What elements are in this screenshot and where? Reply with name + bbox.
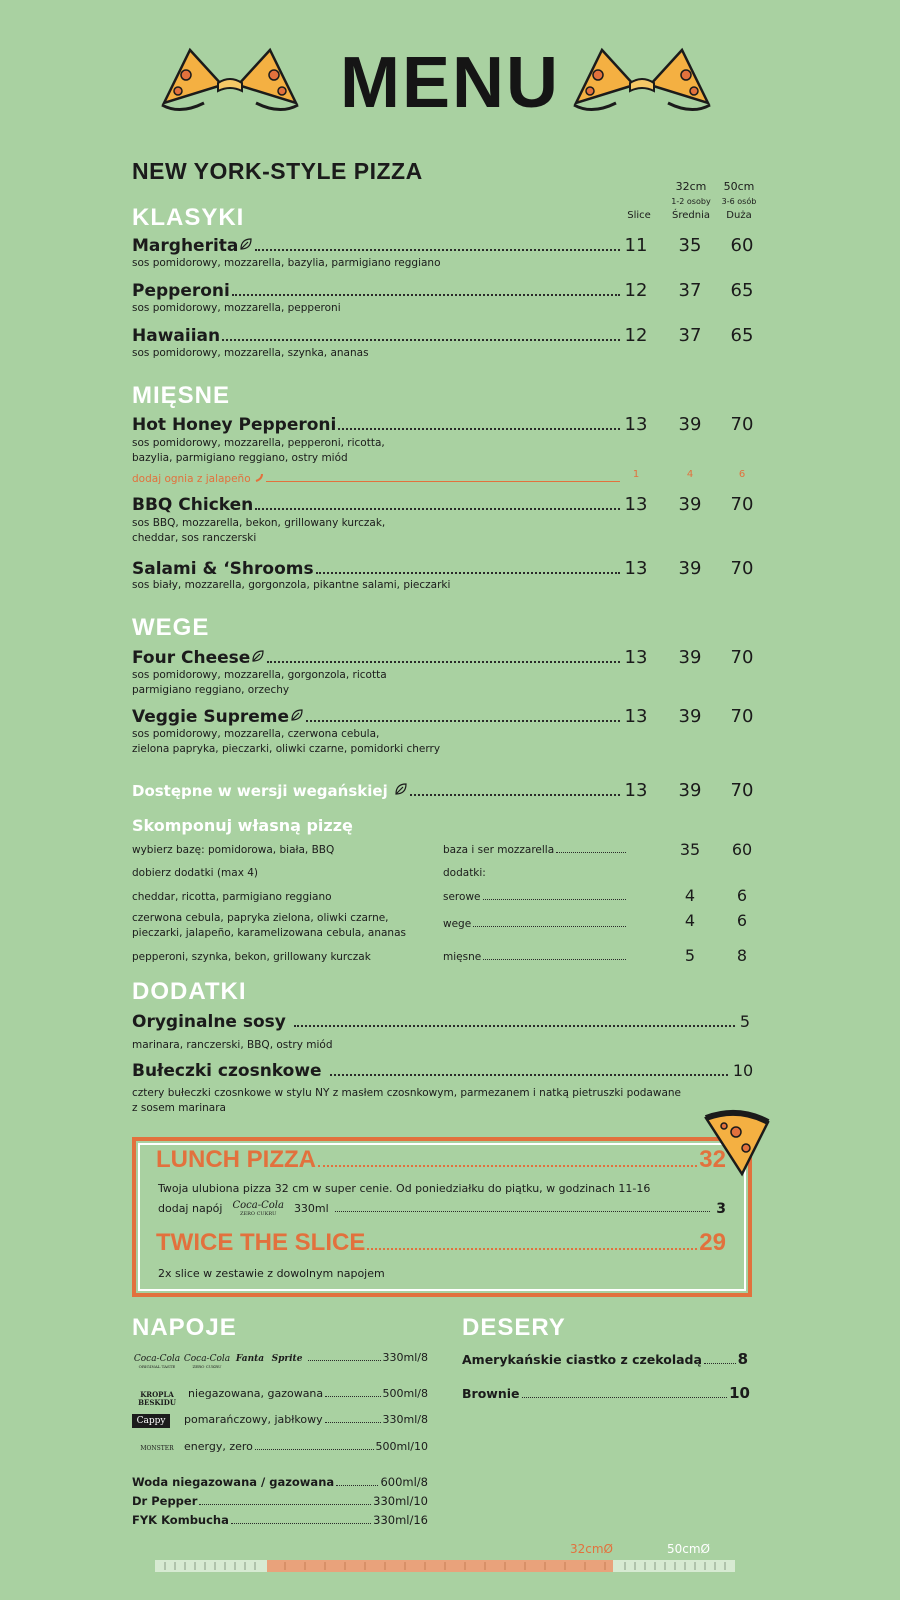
price-medium: 39: [678, 494, 702, 515]
drink-size: 330ml/8: [382, 1413, 428, 1426]
custom-topping-group: czerwona cebula, papryka zielona, oliwki czarne,: [132, 912, 389, 924]
col-medium-people: 1-2 osoby: [671, 197, 711, 206]
dot-leader: [325, 1422, 381, 1423]
section-title-pizza: NEW YORK-STYLE PIZZA: [132, 158, 423, 184]
item-name: BBQ Chicken: [132, 495, 254, 515]
drink-row: [132, 1387, 428, 1407]
dot-leader: [255, 249, 620, 251]
price-slice: 13: [624, 647, 648, 668]
vegan-label: Dostępne w wersji wegańskiej: [132, 782, 388, 800]
price-medium: 39: [678, 414, 702, 435]
item-desc: sos BBQ, mozzarella, bekon, grillowany kurczak,: [132, 517, 386, 529]
twice-title: TWICE THE SLICE: [156, 1229, 366, 1256]
coca-cola-zero-logo: Coca-Cola ZERO CUKRU: [232, 1200, 284, 1217]
price-large: 6: [736, 911, 748, 930]
price-medium: 4: [684, 911, 696, 930]
price-medium: 4: [684, 886, 696, 905]
dot-leader: [483, 959, 626, 960]
dot-leader: [330, 1074, 728, 1076]
drink-label: dodaj napój: [158, 1202, 223, 1215]
ruler-mark-32: 32cmØ: [570, 1542, 614, 1556]
dot-leader: [473, 926, 626, 927]
item-desc: sos pomidorowy, mozzarella, gorgonzola, ricotta: [132, 669, 387, 681]
addon-line: [443, 951, 628, 963]
dot-leader: [318, 1165, 697, 1167]
dot-leader: [336, 1485, 378, 1486]
item-desc: cztery bułeczki czosnkowe w stylu NY z masłem czosnkowym, parmezanem i natką pietruszki podawane: [132, 1087, 681, 1099]
addon-line: [443, 891, 628, 903]
price-large: 6: [736, 886, 748, 905]
dot-leader: [199, 1504, 371, 1505]
price-slice: 13: [624, 414, 648, 435]
menu-item: [132, 707, 622, 727]
dessert-price: 8: [737, 1350, 748, 1368]
dot-leader: [222, 339, 620, 341]
col-slice: Slice: [627, 210, 651, 221]
twice-desc: 2x slice w zestawie z dowolnym napojem: [158, 1267, 385, 1280]
menu-title: MENU: [340, 43, 560, 123]
custom-topping-group: pieczarki, jalapeño, karamelizowana cebula, ananas: [132, 927, 406, 939]
price-medium: 39: [678, 780, 702, 801]
drink-label: Dr Pepper: [132, 1494, 198, 1508]
vegetarian-leaf-icon: [251, 648, 265, 662]
dot-leader: [335, 1211, 711, 1212]
item-desc: bazylia, parmigiano reggiano, ostry miód: [132, 452, 348, 464]
drink-label: niegazowana, gazowana: [188, 1387, 324, 1400]
vegan-option: [132, 781, 622, 800]
base-label: baza i ser mozzarella: [443, 844, 555, 856]
price-large: 70: [730, 647, 754, 668]
price-medium: 35: [679, 840, 701, 859]
sprite-logo: Sprite: [271, 1354, 303, 1364]
item-desc: cheddar, sos ranczerski: [132, 532, 257, 544]
dot-leader: [556, 852, 626, 853]
col-medium-size: 32cm: [675, 180, 707, 193]
item-name: Hot Honey Pepperoni: [132, 415, 337, 435]
price-slice: 13: [624, 558, 648, 579]
dot-leader: [308, 1360, 381, 1361]
dot-leader: [316, 572, 620, 574]
drink-label: FYK Kombucha: [132, 1513, 229, 1527]
coca-cola-zero-logo: Coca-Cola ZERO CUKRU: [183, 1354, 231, 1369]
item-name: Pepperoni: [132, 281, 230, 301]
price-medium: 39: [678, 706, 702, 727]
pizza-stretch-icon: [572, 45, 712, 120]
dessert-price: 10: [729, 1384, 750, 1402]
dessert-row: [462, 1350, 748, 1368]
price-slice: 11: [624, 235, 648, 256]
drink-size: 330ml/10: [373, 1494, 428, 1508]
vegan-leaf-icon: [394, 781, 408, 795]
drink-size: 330ml/16: [373, 1513, 428, 1527]
price-large: 70: [730, 558, 754, 579]
price-large: 60: [731, 840, 753, 859]
item-desc: z sosem marinara: [132, 1102, 226, 1114]
dot-leader: [410, 794, 620, 796]
price-medium: 35: [678, 235, 702, 256]
lunch-title: LUNCH PIZZA: [156, 1146, 316, 1173]
monster-logo: MONSTER: [140, 1445, 174, 1452]
dot-leader: [325, 1396, 380, 1397]
drink-size: 330ml: [293, 1202, 329, 1215]
dot-leader: [338, 428, 620, 430]
item-name: Salami & ‘Shrooms: [132, 559, 314, 579]
custom-step: wybierz bazę: pomidorowa, biała, BBQ: [132, 844, 335, 856]
drink-label: pomarańczowy, jabłkowy: [184, 1413, 323, 1426]
item-desc: zielona papryka, pieczarki, oliwki czarne, pomidorki cherry: [132, 743, 441, 755]
dot-leader: [522, 1397, 728, 1398]
addons-label: dodatki:: [443, 867, 486, 879]
col-large-people: 3-6 osób: [721, 197, 757, 206]
dot-leader: [231, 1523, 371, 1524]
category-miesne: MIĘSNE: [132, 382, 231, 409]
twice-price: 29: [699, 1229, 726, 1256]
price-large: 8: [736, 946, 748, 965]
price-medium: 37: [678, 325, 702, 346]
menu-item: [132, 236, 622, 256]
custom-pizza-title: Skomponuj własną pizzę: [132, 816, 353, 835]
cappy-logo: Cappy: [132, 1414, 170, 1428]
price-large: 65: [730, 325, 754, 346]
price-large: 6: [738, 469, 746, 480]
dot-leader: [483, 899, 627, 900]
price-medium: 39: [678, 647, 702, 668]
drink-size: 500ml/8: [382, 1387, 428, 1400]
price-medium: 4: [686, 469, 694, 480]
item-name: Margherita: [132, 236, 239, 256]
price-slice: 13: [624, 494, 648, 515]
drink-row: [132, 1351, 428, 1369]
drink-row: [132, 1513, 428, 1527]
drink-label: Woda niegazowana / gazowana: [132, 1475, 335, 1489]
category-klasyki: KLASYKI: [132, 204, 245, 231]
price-large: 70: [730, 706, 754, 727]
item-desc: parmigiano reggiano, orzechy: [132, 684, 290, 696]
price-large: 70: [730, 780, 754, 801]
dot-leader: [267, 661, 620, 663]
drink-size: 500ml/10: [375, 1440, 428, 1453]
price-slice: 1: [632, 469, 640, 480]
vegetarian-leaf-icon: [239, 236, 253, 250]
item-name: Bułeczki czosnkowe: [132, 1061, 322, 1081]
item-desc: sos pomidorowy, mozzarella, bazylia, parmigiano reggiano: [132, 257, 441, 269]
menu-item: [132, 1012, 737, 1032]
col-large-name: Duża: [726, 210, 752, 221]
item-desc: sos pomidorowy, mozzarella, czerwona cebula,: [132, 728, 380, 740]
item-desc: marinara, ranczerski, BBQ, ostry miód: [132, 1039, 333, 1051]
ruler-mark-50: 50cmØ: [667, 1542, 711, 1556]
price-slice: 13: [624, 780, 648, 801]
price-large: 60: [730, 235, 754, 256]
custom-topping-group: cheddar, ricotta, parmigiano reggiano: [132, 891, 332, 903]
col-large-size: 50cm: [723, 180, 755, 193]
price-slice: 12: [624, 325, 648, 346]
jalapeno-label: dodaj ognia z jalapeño: [132, 473, 251, 485]
addon-line: [443, 918, 628, 930]
lunch-drink-line: [158, 1200, 726, 1217]
dot-leader: [294, 1025, 735, 1027]
price: 5: [739, 1012, 751, 1031]
lunch-price: 32: [699, 1146, 726, 1173]
category-wege: WEGE: [132, 614, 210, 641]
menu-item: [132, 281, 622, 301]
custom-base-line: [443, 844, 628, 856]
price-slice: 13: [624, 706, 648, 727]
dot-leader: [255, 508, 620, 510]
addon-label: mięsne: [443, 951, 482, 963]
drink-price: 3: [716, 1200, 726, 1217]
dessert-name: Brownie: [462, 1386, 520, 1401]
price-slice: 12: [624, 280, 648, 301]
item-name: Veggie Supreme: [132, 707, 290, 727]
item-desc: sos pomidorowy, mozzarella, szynka, ananas: [132, 347, 369, 359]
dessert-row: [462, 1384, 750, 1402]
drink-row: [132, 1440, 428, 1453]
drink-row: [132, 1494, 428, 1508]
drink-size: 330ml/8: [382, 1351, 428, 1364]
price-medium: 37: [678, 280, 702, 301]
menu-item: [132, 415, 622, 435]
menu-item: [132, 648, 622, 668]
custom-topping-group: pepperoni, szynka, bekon, grillowany kurczak: [132, 951, 371, 963]
category-desery: DESERY: [462, 1314, 566, 1341]
price: 10: [732, 1061, 754, 1080]
dot-leader: [255, 1449, 374, 1450]
col-medium-name: Średnia: [672, 210, 710, 221]
item-name: Oryginalne sosy: [132, 1012, 286, 1032]
addon-label: wege: [443, 918, 472, 930]
item-name: Hawaiian: [132, 326, 221, 346]
vegetarian-leaf-icon: [290, 707, 304, 721]
menu-item: [132, 495, 622, 515]
category-napoje: NAPOJE: [132, 1314, 237, 1341]
dot-leader: [367, 1248, 697, 1250]
dot-leader: [306, 720, 620, 722]
price-large: 65: [730, 280, 754, 301]
price-large: 70: [730, 414, 754, 435]
menu-item: [132, 326, 622, 346]
drink-label: energy, zero: [184, 1440, 253, 1453]
menu-item: [132, 559, 622, 579]
menu-item: [132, 1061, 730, 1081]
drink-row: [132, 1475, 428, 1489]
price-large: 70: [730, 494, 754, 515]
twice-slice-line: [156, 1229, 726, 1257]
item-desc: sos pomidorowy, mozzarella, pepperoni: [132, 302, 341, 314]
addon-label: serowe: [443, 891, 481, 903]
price-medium: 39: [678, 558, 702, 579]
coca-cola-logo: Coca-Cola ORIGINAL TASTE: [133, 1354, 181, 1369]
dot-leader: [266, 481, 620, 482]
item-desc: sos biały, mozzarella, gorgonzola, pikantne salami, pieczarki: [132, 579, 451, 591]
size-ruler: [155, 1556, 735, 1580]
drink-row: [132, 1413, 428, 1428]
chili-icon: [254, 467, 264, 486]
category-dodatki: DODATKI: [132, 978, 247, 1005]
price-medium: 5: [684, 946, 696, 965]
item-desc: sos pomidorowy, mozzarella, pepperoni, ricotta,: [132, 437, 385, 449]
item-name: Four Cheese: [132, 648, 251, 668]
drink-size: 600ml/8: [380, 1475, 428, 1489]
kropla-beskidu-logo: KROPLA BESKIDU: [138, 1390, 176, 1407]
dessert-name: Amerykańskie ciastko z czekoladą: [462, 1352, 702, 1367]
custom-step: dobierz dodatki (max 4): [132, 867, 259, 879]
lunch-pizza-line: [156, 1146, 726, 1174]
dot-leader: [232, 294, 620, 296]
dot-leader: [704, 1363, 736, 1364]
lunch-desc: Twoja ulubiona pizza 32 cm w super cenie. Od poniedziałku do piątku, w godzinach 11-16: [158, 1182, 651, 1195]
fanta-logo: Fanta: [235, 1354, 265, 1364]
jalapeno-addon: [132, 467, 622, 486]
